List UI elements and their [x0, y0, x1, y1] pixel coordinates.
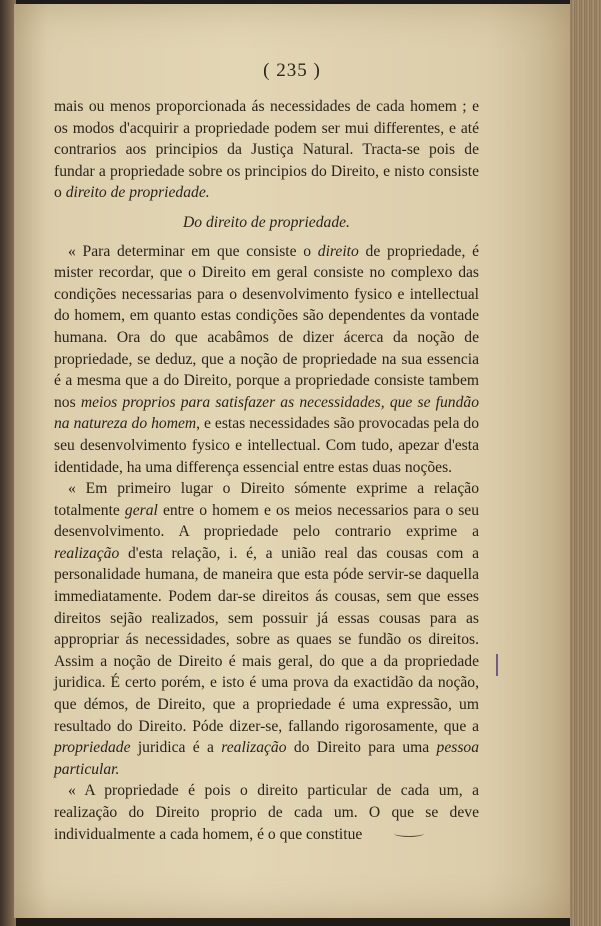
- italic-text-run: realização: [54, 544, 120, 562]
- text-run: de propriedade, é mister recordar, que o Direito em geral consiste no complexo das condições necessarias para o desenvolvimento fysico e intellectual do homem, em quanto estas condições são dependentes da vontade humana. Ora do que acabâmos de dizer ácerca da noção de propriedade, se deduz, que a noção de propriedade na sua essencia é a mesma que a do Direito, porque a propriedade consiste tambem nos: [54, 242, 479, 411]
- catchword-flourish: [394, 830, 424, 837]
- italic-text-run: geral: [124, 501, 158, 519]
- text-run: do Direito para uma: [286, 739, 437, 757]
- margin-pencil-mark: [496, 654, 498, 676]
- italic-text-run: Do direito de propriedade.: [183, 213, 350, 231]
- text-run: « Em primeiro lugar o Direito sómente exprime a relação totalmente: [54, 480, 479, 519]
- italic-text-run: direito: [317, 242, 359, 260]
- italic-text-run: propriedade: [54, 739, 131, 757]
- section-heading: [54, 212, 479, 234]
- text-run: « A propriedade é pois o direito particular de cada um, a realização do Direito proprio de cada um. O que se deve individualmente a cada homem, é o que constitue: [54, 782, 479, 843]
- page-number: ( 235 ): [263, 60, 321, 81]
- text-run: juridica é a: [130, 739, 222, 757]
- text-run: entre o homem e os meios necessarios para o seu desenvolvimento. A propriedade pelo contrario exprime a: [54, 501, 479, 541]
- text-run: , e estas necessidades são provocadas pela do seu desenvolvimento fysico e intellectual. Com tudo, apezar d'esta identidade, ha uma differença essencial entre estas duas noções.: [54, 415, 479, 476]
- text-run: « Para determinar em que consiste o: [68, 242, 318, 260]
- italic-text-run: meios proprios para satisfazer as necessidades, que se fundão na natureza do homem: [54, 393, 479, 433]
- text-run: d'esta relação, i. é, a união real das cousas com a personalidade humana, de maneira que esta póde servir-se daquella immediatamente. Podem dar-se direitos ás cousas, sem que esses direitos sejão realizados, sem possuir já essas cousas para as appropriar ás necessidades, sobre as quaes se fundão os direitos. Assim a noção de Direito é mais geral, do que a da propriedade juridica. É certo porém, e isto é uma prova da exactidão da noção, que démos, de Direito, que a propriedade é uma expressão, um resultado do Direito. Póde dizer-se, fallando rigorosamente, que a: [54, 544, 479, 735]
- text-run: mais ou menos proporcionada ás necessidades de cada homem ; e os modos d'acquirir a propriedade podem ser mui differentes, e até contrarios aos principios da Justiça Natural. Tracta-se pois de fundar a propriedade sobre os principios do Direito, e nisto consiste o: [54, 98, 479, 202]
- paragraph: [54, 96, 479, 204]
- stacked-page-edges: [570, 0, 601, 926]
- italic-text-run: realização: [221, 739, 287, 757]
- book-page: [14, 4, 570, 918]
- paragraph: [54, 241, 479, 479]
- italic-text-run: pessoa particular.: [54, 739, 479, 778]
- paragraph: [54, 478, 479, 780]
- italic-text-run: direito de propriedade.: [65, 184, 210, 202]
- page-body-text: [54, 96, 479, 845]
